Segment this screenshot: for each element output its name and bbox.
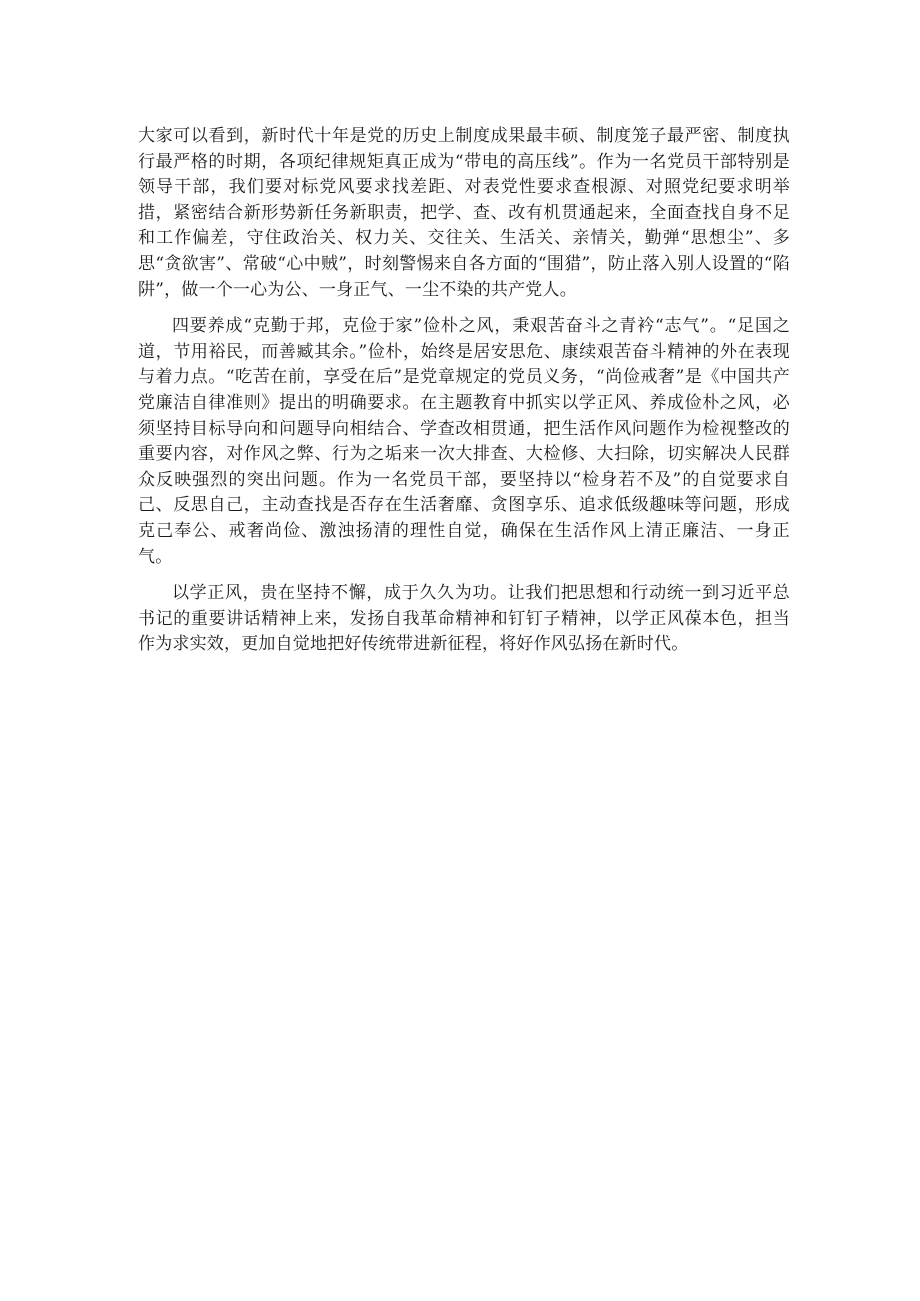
paragraph-2: 四要养成“克勤于邦，克俭于家”俭朴之风，秉艰苦奋斗之青衿“志气”。“足国之道，节用裕民，而善臧其余。”俭朴，始终是居安思危、康续艰苦奋斗精神的外在表现与着力点。“吃苦在前，享受在后”是党章规定的党员义务，“尚俭戒奢”是《中国共产党廉洁自律准则》提出的明确要求。在主题教育中抓实以学正风、养成俭朴之风，必须坚持目标导向和问题导向相结合、学查改相贯通，把生活作风问题作为检视整改的重要内容，对作风之弊、行为之垢来一次大排查、大检修、大扫除，切实解决人民群众反映强烈的突出问题。作为一名党员干部，要坚持以“检身若不及”的自觉要求自己、反思自己，主动查找是否存在生活奢靡、贪图享乐、追求低级趣味等问题，形成克己奉公、戒奢尚俭、激浊扬清的理性自觉，确保在生活作风上清正廉洁、一身正气。 (138, 316, 790, 567)
paragraph-3: 以学正风，贵在坚持不懈，成于久久为功。让我们把思想和行动统一到习近平总书记的重要讲话精神上来，发扬自我革命精神和钉钉子精神，以学正风葆本色，担当作为求实效，更加自觉地把好传统带进新征程，将好作风弘扬在新时代。 (138, 583, 790, 655)
paragraph-1: 大家可以看到，新时代十年是党的历史上制度成果最丰硕、制度笼子最严密、制度执行最严格的时期，各项纪律规矩真正成为“带电的高压线”。作为一名党员干部特别是领导干部，我们要对标党风要求找差距、对表党性要求查根源、对照党纪要求明举措，紧密结合新形势新任务新职责，把学、查、改有机贯通起来，全面查找自身不足和工作偏差，守住政治关、权力关、交往关、生活关、亲情关，勤弹“思想尘”、多思“贪欲害”、常破“心中贼”，时刻警惕来自各方面的“围猎”，防止落入别人设置的“陷阱”，做一个一心为公、一身正气、一尘不染的共产党人。 (138, 126, 790, 300)
document-body (138, 124, 790, 669)
